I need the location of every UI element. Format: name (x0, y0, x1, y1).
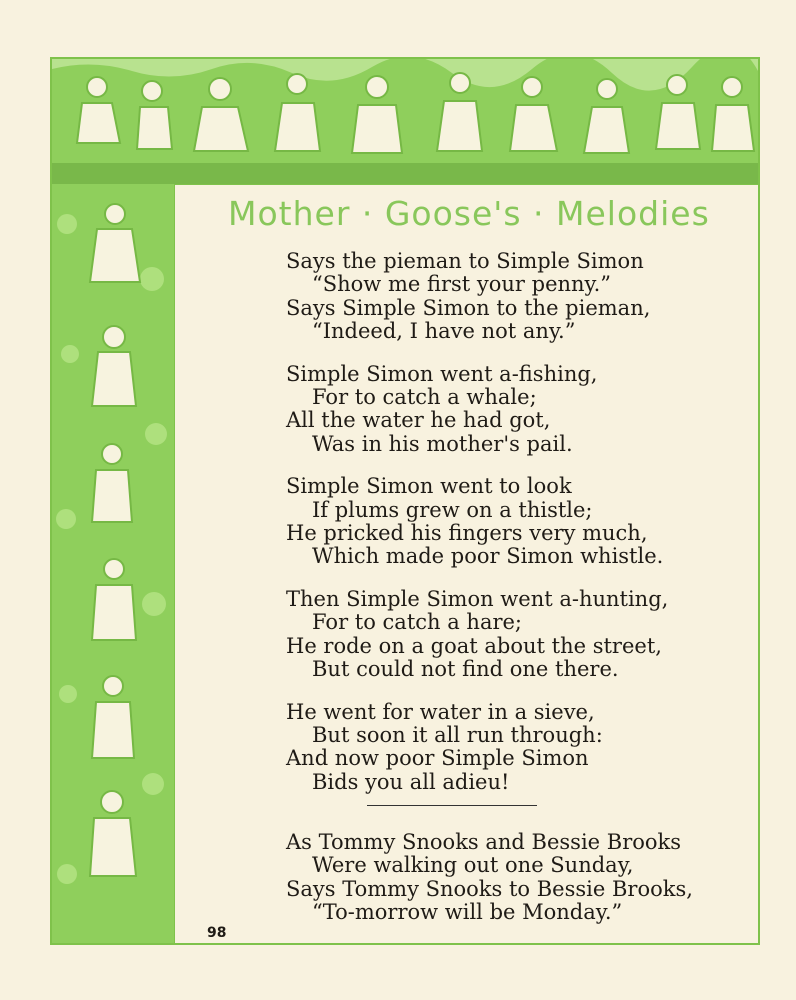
stanza (286, 475, 706, 569)
poem-simple-simon (286, 250, 706, 813)
poem-line: He went for water in a sieve, (286, 699, 595, 724)
poem-tommy-snooks (286, 831, 706, 925)
stanza (286, 363, 706, 457)
page-number: 98 (207, 925, 227, 941)
illustration-top-band (52, 59, 758, 184)
poem-line: But soon it all run through: (312, 722, 603, 747)
poem-line: He pricked his fingers very much, (286, 521, 648, 546)
poem-line: Simple Simon went to look (286, 474, 572, 499)
poem-line: And now poor Simple Simon (286, 746, 589, 771)
page-title: Mother · Goose's · Melodies (228, 194, 710, 233)
poem-line: Simple Simon went a-fishing, (286, 361, 598, 386)
section-divider (367, 805, 537, 806)
poem-line: Was in his mother's pail. (312, 431, 573, 456)
poem-line: For to catch a whale; (312, 385, 537, 410)
poem-line: “Show me first your penny.” (312, 272, 612, 297)
poem-line: For to catch a hare; (312, 610, 522, 635)
poem-line: “Indeed, I have not any.” (312, 319, 576, 344)
inner-top-rule (174, 184, 758, 185)
stanza (286, 250, 706, 344)
poem-line: If plums grew on a thistle; (312, 497, 593, 522)
poem-line: Says Simple Simon to the pieman, (286, 295, 651, 320)
poem-line: All the water he had got, (286, 408, 551, 433)
poem-line: Bids you all adieu! (312, 769, 510, 794)
stanza (286, 701, 706, 795)
poem-line: Were walking out one Sunday, (312, 853, 634, 878)
dancing-children-illustration (52, 59, 758, 184)
inner-left-rule (174, 184, 175, 943)
poem-line: As Tommy Snooks and Bessie Brooks (286, 830, 682, 854)
poem-line: But could not find one there. (312, 657, 619, 682)
stanza (286, 588, 706, 682)
left-figures-illustration (52, 184, 174, 943)
poem-line: “To-morrow will be Monday.” (312, 900, 623, 925)
poem-line: Says the pieman to Simple Simon (286, 249, 644, 273)
poem-line: Which made poor Simon whistle. (312, 544, 664, 569)
illustration-left-band (52, 184, 174, 943)
poem-line: Then Simple Simon went a-hunting, (286, 586, 669, 611)
poem-line: Says Tommy Snooks to Bessie Brooks, (286, 876, 693, 901)
poem-line: He rode on a goat about the street, (286, 633, 662, 658)
